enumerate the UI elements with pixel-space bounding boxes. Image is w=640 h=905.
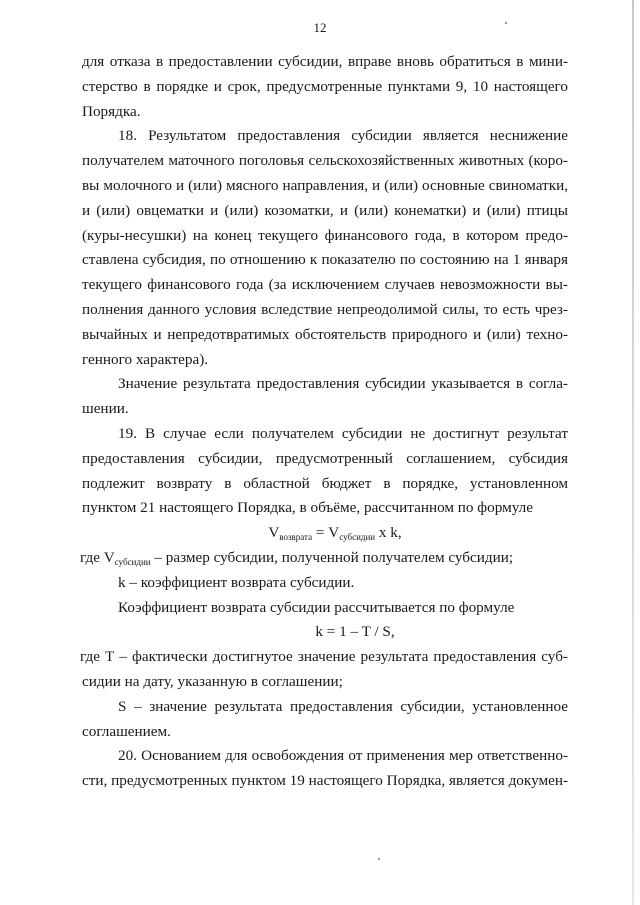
text-line: полнения данного условия вследствие непреодолимой силы, то есть чрез- [82, 300, 568, 318]
text-line: для отказа в предоставлении субсидии, вправе вновь обратиться в мини- [82, 53, 568, 70]
text-line: k – коэффициент возврата субсидии. [118, 573, 355, 591]
text-line: пунктом 21 настоящего Порядка, в объёме, рассчитанном по формуле [82, 499, 533, 517]
text-line: и (или) овцематки и (или) козоматки, и (или) конематки) и (или) птицы [82, 201, 568, 219]
text-line: 18. Результатом предоставления субсидии является неснижение [118, 127, 568, 145]
text-line: S – значение результата предоставления субсидии, установленное [118, 697, 568, 715]
text-block-a [82, 50, 568, 521]
text-line: вычайных и непредотвратимых обстоятельств природного и (или) техно- [82, 325, 568, 343]
formula-coefficient: k = 1 – T / S, [315, 623, 395, 641]
text-line: Коэффициент возврата субсидии рассчитывается по формуле [118, 598, 515, 616]
text-line: подлежит возврату в областной бюджет в порядке, установленном [82, 474, 568, 492]
text-line: соглашением. [82, 722, 171, 740]
text-line: (куры-несушки) на конец текущего финансового года, в котором предо- [82, 226, 568, 244]
text-line: предоставления субсидии, предусмотренный соглашением, субсидия [82, 449, 568, 467]
text-line: текущего финансового года (за исключением случаев невозможности вы- [82, 276, 568, 294]
text-block-b [82, 571, 568, 621]
text-line: 20. Основанием для освобождения от применения мер ответственно- [118, 747, 568, 765]
text-line: Порядка. [82, 102, 141, 120]
text-line: стерство в порядке и срок, предусмотренные пунктами 9, 10 настоящего [82, 77, 568, 95]
scan-speck [505, 22, 507, 24]
text-line: где Т – фактически достигнутое значение результата предоставления суб- [80, 648, 568, 666]
text-block-c [82, 645, 568, 794]
text-line: вы молочного и (или) мясного направления, и (или) основные свиноматки, [82, 176, 568, 194]
definition-v-subsidy: где $V_{субсидии}$ – размер субсидии, полученной получателем субсидии; [80, 548, 514, 567]
text-line: получателем маточного поголовья сельскохозяйственных животных (коро- [82, 152, 568, 170]
page-number: 12 [313, 20, 327, 35]
formula-refund: $V_{возврата} = V_{субсидии}$ x k, [268, 524, 402, 543]
text-line: 19. В случае если получателем субсидии не достигнут результат [118, 424, 568, 442]
text-line: генного характера). [82, 350, 209, 368]
text-line: сидии на дату, указанную в соглашении; [82, 672, 343, 690]
text-line: ставлена субсидия, по отношению к показателю по состоянию на 1 января [82, 251, 568, 269]
text-line: Значение результата предоставления субсидии указывается в согла- [118, 375, 568, 393]
scan-edge-shadow [632, 0, 634, 905]
scan-speck [378, 858, 380, 860]
text-line: шении. [82, 400, 129, 418]
text-line: сти, предусмотренных пунктом 19 настоящего Порядка, является докумен- [82, 772, 568, 790]
document-body [82, 50, 568, 794]
